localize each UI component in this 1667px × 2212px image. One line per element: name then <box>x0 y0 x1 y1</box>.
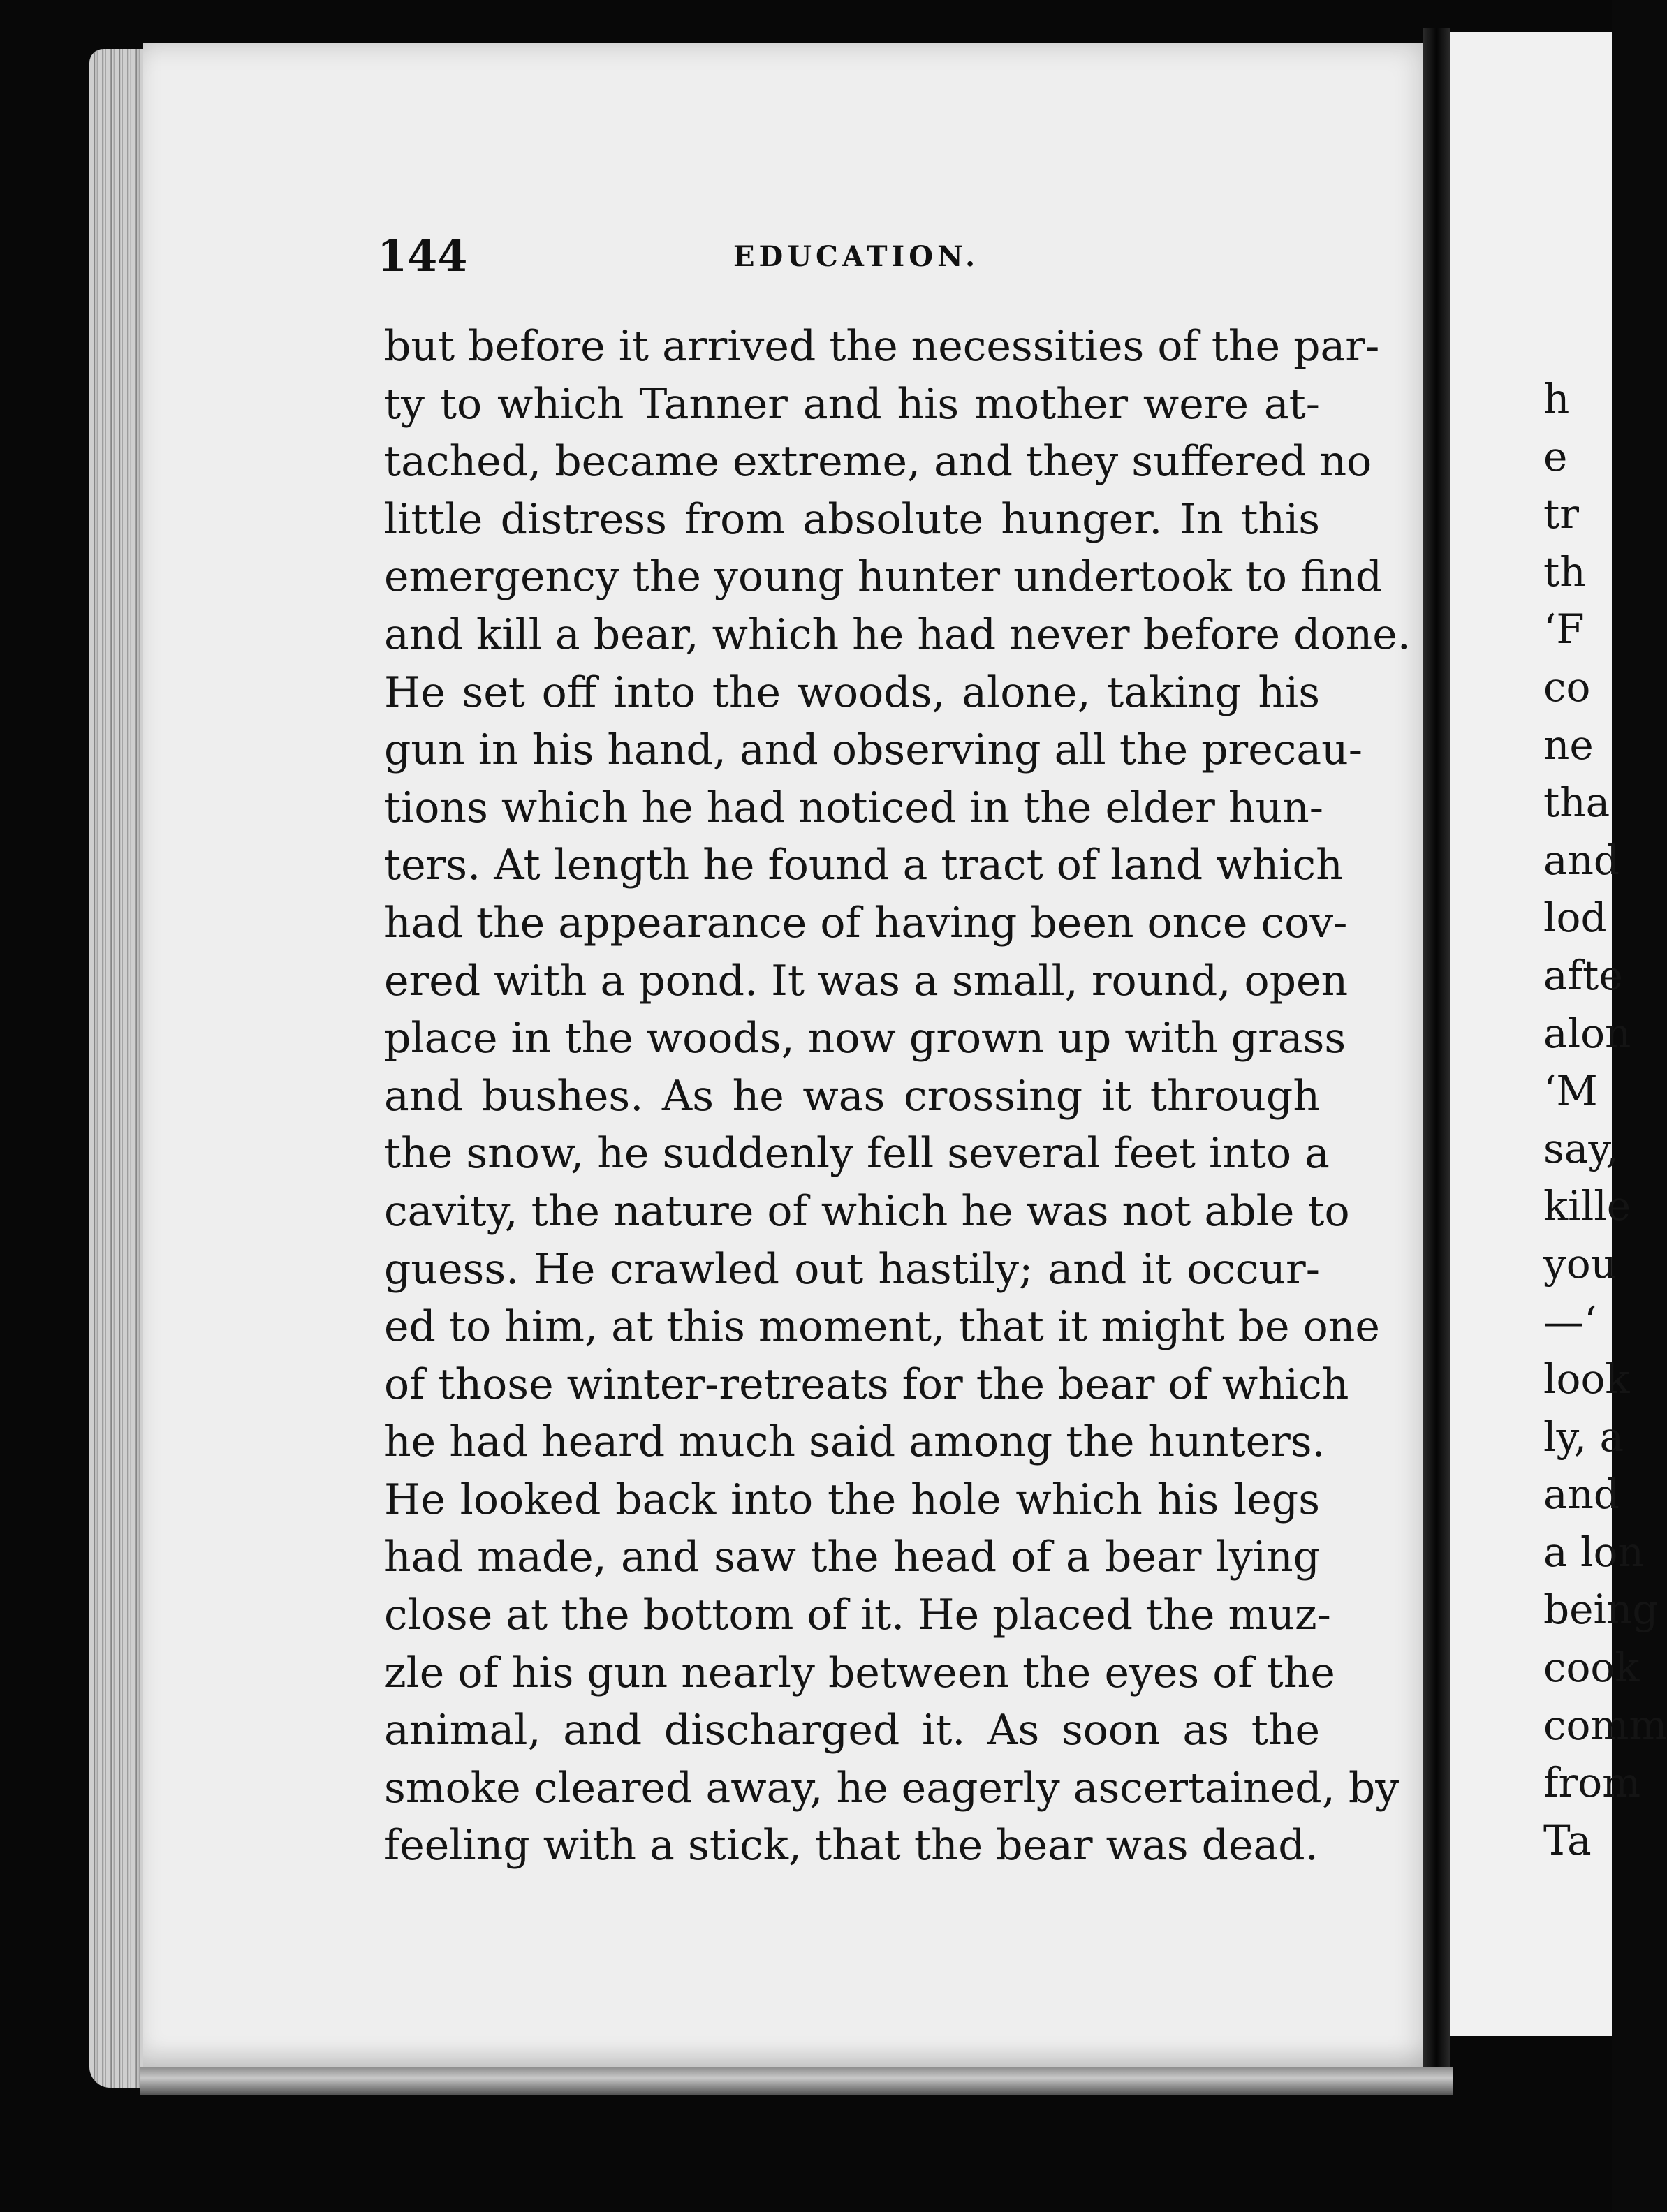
fragment-line: co <box>1543 663 1591 711</box>
fragment-line: alon <box>1543 1009 1631 1057</box>
fragment-line: comm <box>1543 1701 1667 1749</box>
text-line: emergency the young hunter undertook to find <box>384 552 1383 602</box>
text-line: tions which he had noticed in the elder hun- <box>384 783 1324 832</box>
fragment-line: and <box>1543 1470 1620 1519</box>
text-line: He set off into the woods, alone, taking his <box>384 668 1320 717</box>
text-line: close at the bottom of it. He placed the muz- <box>384 1591 1331 1640</box>
text-line: cavity, the nature of which he was not able to <box>384 1186 1350 1236</box>
fragment-line: ly, a <box>1543 1413 1624 1461</box>
text-line: place in the woods, now grown up with grass <box>384 1014 1346 1063</box>
fragment-line: look <box>1543 1355 1630 1403</box>
fragment-line: afte <box>1543 951 1623 999</box>
fragment-line: tr <box>1543 490 1580 538</box>
text-line: ered with a pond. It was a small, round, open <box>384 956 1349 1005</box>
text-line: guess. He crawled out hastily; and it occur- <box>384 1244 1320 1294</box>
text-line: feeling with a stick, that the bear was dead. <box>384 1821 1319 1871</box>
text-line: and bushes. As he was crossing it through <box>384 1071 1320 1121</box>
text-line: ed to him, at this moment, that it might be one <box>384 1302 1380 1352</box>
fragment-line: say, <box>1543 1124 1619 1172</box>
fragment-line: —‘ <box>1543 1297 1597 1345</box>
text-line: but before it arrived the necessities of the par- <box>384 322 1380 371</box>
text-line: had made, and saw the head of a bear lying <box>384 1533 1320 1582</box>
text-line: animal, and discharged it. As soon as the <box>384 1706 1320 1755</box>
fragment-line: ‘F <box>1543 605 1585 654</box>
body-text <box>384 318 1411 1875</box>
text-line: of those winter-retreats for the bear of which <box>384 1359 1349 1409</box>
fragment-line: tha <box>1543 779 1610 827</box>
fragment-line: ne <box>1543 721 1594 769</box>
running-title: EDUCATION. <box>733 240 979 273</box>
text-line: tached, became extreme, and they suffered no <box>384 437 1372 487</box>
fragment-line: being <box>1543 1586 1659 1634</box>
text-line: zle of his gun nearly between the eyes of the <box>384 1648 1335 1697</box>
text-line: and kill a bear, which he had never before done. <box>384 610 1411 659</box>
text-line: the snow, he suddenly fell several feet into a <box>384 1129 1330 1179</box>
fragment-line: lod <box>1543 894 1607 942</box>
text-line: gun in his hand, and observing all the precau- <box>384 725 1363 775</box>
text-line: had the appearance of having been once cov- <box>384 898 1348 948</box>
text-line: ty to which Tanner and his mother were at- <box>384 379 1320 429</box>
fragment-line: th <box>1543 547 1586 596</box>
book-gutter <box>1423 28 1450 2067</box>
page-header <box>377 230 1355 286</box>
fragment-line: h <box>1543 375 1570 422</box>
right-page-text-fragments <box>1543 370 1667 1869</box>
text-line: He looked back into the hole which his legs <box>384 1475 1320 1524</box>
fragment-line: Ta <box>1543 1816 1592 1864</box>
fragment-line: cook <box>1543 1644 1640 1692</box>
text-line: ters. At length he found a tract of land which <box>384 841 1343 890</box>
page-number: 144 <box>377 230 468 281</box>
fragment-line: kille <box>1543 1182 1631 1230</box>
fragment-line: from <box>1543 1759 1641 1807</box>
fragment-line: ‘M <box>1543 1067 1598 1115</box>
text-line: little distress from absolute hunger. In this <box>384 494 1320 544</box>
fragment-line: a lon <box>1543 1528 1644 1576</box>
bottom-page-edge <box>140 2067 1453 2095</box>
fragment-line: e <box>1543 432 1568 480</box>
text-line: smoke cleared away, he eagerly ascertained, by <box>384 1763 1400 1813</box>
fragment-line: you <box>1543 1239 1617 1288</box>
text-line: he had heard much said among the hunters. <box>384 1417 1325 1467</box>
fragment-line: and <box>1543 836 1620 884</box>
